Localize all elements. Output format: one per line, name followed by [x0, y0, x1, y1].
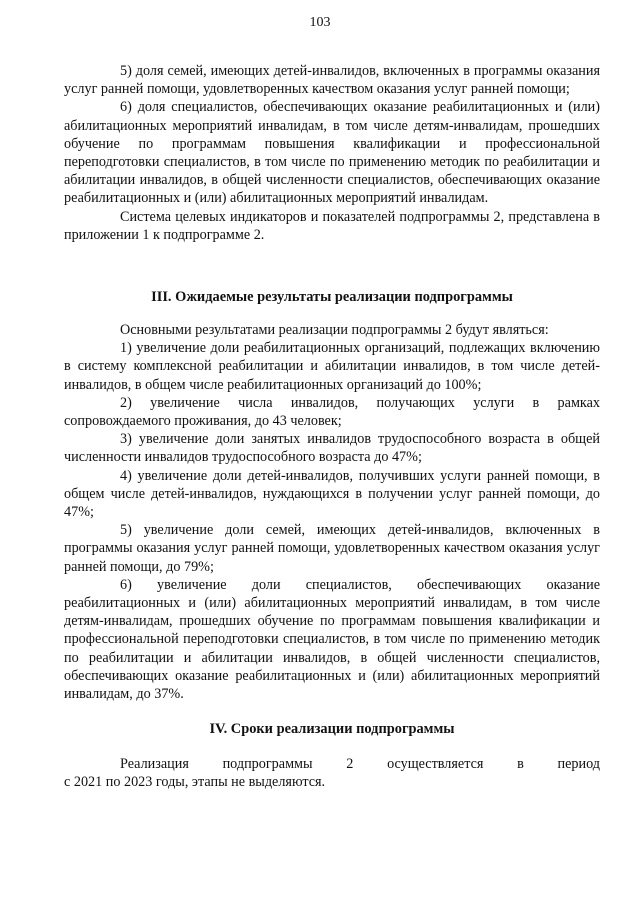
- timeline-line-1: Реализация подпрограммы 2 осуществляется в период: [120, 756, 600, 772]
- section-4-heading: IV. Сроки реализации подпрограммы: [209, 721, 455, 737]
- result-item-4: 4) увеличение доли детей-инвалидов, получивших услуги ранней помощи, в общем числе детей-инвалидов, нуждающихся в получении услуг ранней помощи, до 47%;: [64, 467, 600, 521]
- result-item-1: 1) увеличение доли реабилитационных организаций, подлежащих включению в систему комплексной реабилитации и абилитации инвалидов, в том числе детей-инвалидов, в общем числе реабилитационных организаций до 100%;: [64, 340, 600, 393]
- result-item-3: 3) увеличение доли занятых инвалидов трудоспособного возраста в общей численности инвалидов трудоспособного возраста до 47%;: [64, 431, 600, 466]
- page-number: 103: [309, 15, 331, 30]
- indicator-5: 5) доля семей, имеющих детей-инвалидов, включенных в программы оказания услуг ранней помощи, удовлетворенных качеством оказания услуг ранней помощи;: [64, 63, 600, 98]
- results-intro: Основными результатами реализации подпрограммы 2 будут являться:: [120, 322, 549, 338]
- section-4-body: [64, 755, 600, 791]
- indicators-system-note: Система целевых индикаторов и показателей подпрограммы 2, представлена в приложении 1 к подпрограмме 2.: [64, 208, 600, 243]
- section-3-heading: III. Ожидаемые результаты реализации подпрограммы: [151, 289, 513, 305]
- block-indicators: [64, 62, 600, 244]
- result-item-2: 2) увеличение числа инвалидов, получающих услуги в рамках сопровождаемого проживания, до 43 человек;: [64, 394, 600, 430]
- timeline-line-2: с 2021 по 2023 годы, этапы не выделяются.: [64, 774, 326, 791]
- section-3-body: [64, 321, 600, 703]
- result-item-5: 5) увеличение доли семей, имеющих детей-инвалидов, включенных в программы оказания услуг ранней помощи, удовлетворенных качеством оказания услуг ранней помощи, до 79%;: [64, 522, 600, 575]
- result-item-6: 6) увеличение доли специалистов, обеспечивающих оказание реабилитационных и (или) абилитационных мероприятий инвалидам, в том числе детям-инвалидам, прошедших обучение по программам повышения квалификации и профессиональной переподготовки специалистов, в том числе по применению методик по реабилитации и абилитации инвалидов, в общей численности специалистов, обеспечивающих оказание реабилитационных и (или) абилитационных мероприятий инвалидам, до 37%.: [64, 576, 600, 703]
- indicator-6: 6) доля специалистов, обеспечивающих оказание реабилитационных и (или) абилитационных мероприятий инвалидам, в том числе детям-инвалидам, прошедших обучение по программам повышения квалификации и профессиональной переподготовки специалистов, в том числе по применению методик по реабилитации и абилитации инвалидов, в общей численности специалистов, обеспечивающих оказание реабилитационных и (или) абилитационных мероприятий инвалидам.: [64, 99, 600, 207]
